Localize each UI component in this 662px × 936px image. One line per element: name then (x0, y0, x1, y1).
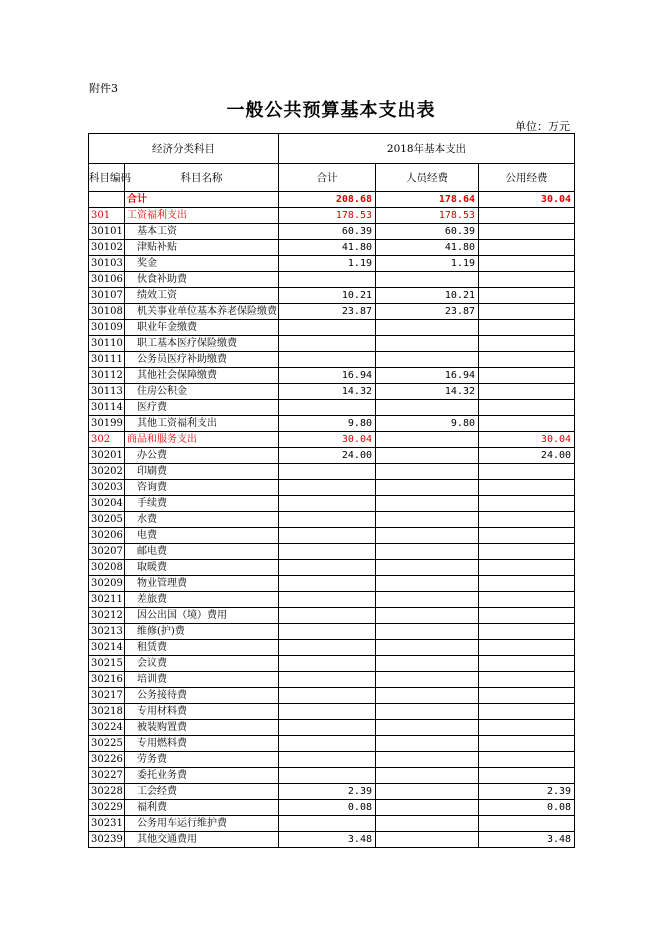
row-public (479, 416, 575, 432)
table-row (89, 800, 575, 816)
row-public (479, 240, 575, 256)
row-personnel (376, 432, 479, 448)
table-row (89, 480, 575, 496)
row-code: 30226 (89, 752, 125, 768)
row-personnel (376, 768, 479, 784)
row-name: 机关事业单位基本养老保险缴费 (125, 304, 279, 320)
header-total: 合计 (279, 164, 376, 192)
row-personnel (376, 336, 479, 352)
row-total: 30.04 (279, 432, 376, 448)
row-personnel (376, 752, 479, 768)
table-row (89, 448, 575, 464)
row-total (279, 672, 376, 688)
table-row (89, 400, 575, 416)
row-personnel (376, 576, 479, 592)
row-public (479, 512, 575, 528)
row-public: 2.39 (479, 784, 575, 800)
header-code: 科目编码 (89, 164, 125, 192)
table-row (89, 784, 575, 800)
row-name: 取暖费 (125, 560, 279, 576)
table-row (89, 528, 575, 544)
row-code: 30207 (89, 544, 125, 560)
row-total (279, 592, 376, 608)
row-total (279, 720, 376, 736)
row-code: 30108 (89, 304, 125, 320)
table-row (89, 720, 575, 736)
row-personnel (376, 736, 479, 752)
row-public (479, 672, 575, 688)
row-personnel: 9.80 (376, 416, 479, 432)
row-public (479, 816, 575, 832)
row-public (479, 304, 575, 320)
row-name: 公务用车运行维护费 (125, 816, 279, 832)
row-total (279, 352, 376, 368)
row-personnel (376, 272, 479, 288)
row-code: 30106 (89, 272, 125, 288)
table-row (89, 256, 575, 272)
row-public (479, 608, 575, 624)
row-name: 合计 (125, 192, 279, 208)
row-name: 水费 (125, 512, 279, 528)
unit-label: 单位：万元 (515, 120, 570, 133)
row-name: 手续费 (125, 496, 279, 512)
row-public (479, 208, 575, 224)
header-name: 科目名称 (125, 164, 279, 192)
row-public (479, 752, 575, 768)
row-code: 30208 (89, 560, 125, 576)
table-row (89, 704, 575, 720)
row-personnel (376, 656, 479, 672)
table-row (89, 368, 575, 384)
row-name: 专用材料费 (125, 704, 279, 720)
table-row (89, 656, 575, 672)
row-code: 30214 (89, 640, 125, 656)
row-public (479, 288, 575, 304)
row-name: 公务接待费 (125, 688, 279, 704)
table-row (89, 208, 575, 224)
row-name: 委托业务费 (125, 768, 279, 784)
row-public: 24.00 (479, 448, 575, 464)
row-public (479, 704, 575, 720)
row-code: 30113 (89, 384, 125, 400)
row-public (479, 224, 575, 240)
row-code: 30111 (89, 352, 125, 368)
row-public: 30.04 (479, 192, 575, 208)
row-total (279, 656, 376, 672)
row-total: 1.19 (279, 256, 376, 272)
row-personnel (376, 784, 479, 800)
header-public: 公用经费 (479, 164, 575, 192)
row-public (479, 576, 575, 592)
row-name: 其他交通费用 (125, 832, 279, 848)
table-row (89, 768, 575, 784)
row-total (279, 272, 376, 288)
table-row (89, 432, 575, 448)
row-personnel: 178.64 (376, 192, 479, 208)
row-public: 30.04 (479, 432, 575, 448)
row-public (479, 464, 575, 480)
table-row (89, 672, 575, 688)
row-name: 福利费 (125, 800, 279, 816)
row-code: 30103 (89, 256, 125, 272)
row-total (279, 496, 376, 512)
row-personnel (376, 400, 479, 416)
row-total (279, 752, 376, 768)
table-row (89, 464, 575, 480)
row-total (279, 640, 376, 656)
row-public (479, 528, 575, 544)
row-name: 奖金 (125, 256, 279, 272)
row-code: 30101 (89, 224, 125, 240)
table-row (89, 608, 575, 624)
row-total: 60.39 (279, 224, 376, 240)
row-name: 专用燃料费 (125, 736, 279, 752)
row-public (479, 400, 575, 416)
row-total (279, 560, 376, 576)
row-total (279, 320, 376, 336)
table-row (89, 240, 575, 256)
row-name: 因公出国（境）费用 (125, 608, 279, 624)
table-row (89, 272, 575, 288)
table-row (89, 560, 575, 576)
row-personnel (376, 320, 479, 336)
row-code: 30199 (89, 416, 125, 432)
row-code: 30218 (89, 704, 125, 720)
row-public (479, 640, 575, 656)
row-name: 被装购置费 (125, 720, 279, 736)
row-personnel (376, 448, 479, 464)
row-total (279, 512, 376, 528)
row-total: 9.80 (279, 416, 376, 432)
table-row (89, 320, 575, 336)
row-total (279, 464, 376, 480)
row-code: 30217 (89, 688, 125, 704)
row-personnel: 60.39 (376, 224, 479, 240)
row-public (479, 736, 575, 752)
row-code: 302 (89, 432, 125, 448)
header-economic-category: 经济分类科目 (89, 134, 279, 164)
table-row (89, 288, 575, 304)
row-personnel: 178.53 (376, 208, 479, 224)
row-public (479, 768, 575, 784)
row-public (479, 720, 575, 736)
table-row (89, 304, 575, 320)
row-code: 30204 (89, 496, 125, 512)
row-code: 30228 (89, 784, 125, 800)
table-row (89, 224, 575, 240)
row-personnel (376, 720, 479, 736)
row-total (279, 768, 376, 784)
row-total (279, 576, 376, 592)
table-row (89, 416, 575, 432)
table-row (89, 688, 575, 704)
table-row (89, 496, 575, 512)
row-code: 30203 (89, 480, 125, 496)
row-public (479, 320, 575, 336)
row-personnel (376, 464, 479, 480)
table-row (89, 192, 575, 208)
row-personnel (376, 592, 479, 608)
row-name: 咨询费 (125, 480, 279, 496)
row-public (479, 352, 575, 368)
row-public (479, 544, 575, 560)
row-total (279, 544, 376, 560)
row-public (479, 272, 575, 288)
row-code: 30227 (89, 768, 125, 784)
row-personnel (376, 608, 479, 624)
row-name: 工会经费 (125, 784, 279, 800)
row-public (479, 624, 575, 640)
table-row (89, 544, 575, 560)
row-name: 维修(护)费 (125, 624, 279, 640)
row-public (479, 688, 575, 704)
row-code: 30107 (89, 288, 125, 304)
row-personnel (376, 528, 479, 544)
row-name: 商品和服务支出 (125, 432, 279, 448)
row-total: 208.68 (279, 192, 376, 208)
row-total (279, 336, 376, 352)
row-code: 30211 (89, 592, 125, 608)
row-name: 物业管理费 (125, 576, 279, 592)
row-personnel: 16.94 (376, 368, 479, 384)
row-public (479, 656, 575, 672)
row-personnel: 23.87 (376, 304, 479, 320)
table-row (89, 624, 575, 640)
table-row (89, 352, 575, 368)
row-name: 租赁费 (125, 640, 279, 656)
row-name: 培训费 (125, 672, 279, 688)
row-name: 差旅费 (125, 592, 279, 608)
row-code: 30112 (89, 368, 125, 384)
row-code: 301 (89, 208, 125, 224)
row-personnel (376, 512, 479, 528)
row-code: 30224 (89, 720, 125, 736)
row-public (479, 368, 575, 384)
row-total (279, 608, 376, 624)
row-personnel: 14.32 (376, 384, 479, 400)
header-basic-expenditure: 2018年基本支出 (279, 134, 575, 164)
row-code: 30212 (89, 608, 125, 624)
row-total (279, 704, 376, 720)
budget-table (88, 133, 575, 848)
row-total (279, 528, 376, 544)
row-name: 津贴补贴 (125, 240, 279, 256)
row-personnel (376, 480, 479, 496)
row-name: 职工基本医疗保险缴费 (125, 336, 279, 352)
row-name: 邮电费 (125, 544, 279, 560)
row-total: 41.80 (279, 240, 376, 256)
row-total (279, 816, 376, 832)
row-code: 30216 (89, 672, 125, 688)
table-row (89, 816, 575, 832)
row-personnel (376, 800, 479, 816)
table-row (89, 384, 575, 400)
row-code: 30229 (89, 800, 125, 816)
row-total (279, 688, 376, 704)
table-row (89, 592, 575, 608)
table-row (89, 336, 575, 352)
table-row (89, 576, 575, 592)
row-public (479, 336, 575, 352)
row-name: 绩效工资 (125, 288, 279, 304)
row-name: 会议费 (125, 656, 279, 672)
row-code: 30231 (89, 816, 125, 832)
row-code: 30202 (89, 464, 125, 480)
table-row (89, 512, 575, 528)
row-personnel (376, 688, 479, 704)
row-public (479, 384, 575, 400)
row-code: 30209 (89, 576, 125, 592)
table-row (89, 640, 575, 656)
row-total (279, 400, 376, 416)
row-code: 30114 (89, 400, 125, 416)
row-name: 其他工资福利支出 (125, 416, 279, 432)
row-total: 3.48 (279, 832, 376, 848)
table-row (89, 736, 575, 752)
row-name: 办公费 (125, 448, 279, 464)
row-code: 30201 (89, 448, 125, 464)
row-code: 30206 (89, 528, 125, 544)
row-name: 医疗费 (125, 400, 279, 416)
row-total: 14.32 (279, 384, 376, 400)
row-personnel (376, 624, 479, 640)
row-total (279, 624, 376, 640)
row-personnel (376, 832, 479, 848)
row-total: 0.08 (279, 800, 376, 816)
row-code (89, 192, 125, 208)
row-personnel: 41.80 (376, 240, 479, 256)
row-name: 基本工资 (125, 224, 279, 240)
table-row (89, 832, 575, 848)
row-code: 30215 (89, 656, 125, 672)
row-public: 0.08 (479, 800, 575, 816)
row-code: 30102 (89, 240, 125, 256)
row-personnel: 10.21 (376, 288, 479, 304)
row-public (479, 496, 575, 512)
row-personnel (376, 560, 479, 576)
row-name: 其他社会保障缴费 (125, 368, 279, 384)
row-personnel: 1.19 (376, 256, 479, 272)
row-personnel (376, 352, 479, 368)
row-name: 劳务费 (125, 752, 279, 768)
table-row (89, 752, 575, 768)
row-personnel (376, 672, 479, 688)
row-total (279, 480, 376, 496)
row-public (479, 560, 575, 576)
row-total: 16.94 (279, 368, 376, 384)
row-public (479, 256, 575, 272)
row-public (479, 592, 575, 608)
row-total (279, 736, 376, 752)
row-personnel (376, 496, 479, 512)
row-code: 30239 (89, 832, 125, 848)
row-name: 公务员医疗补助缴费 (125, 352, 279, 368)
row-personnel (376, 544, 479, 560)
page-title: 一般公共预算基本支出表 (226, 100, 436, 121)
row-code: 30213 (89, 624, 125, 640)
row-public (479, 480, 575, 496)
row-total: 2.39 (279, 784, 376, 800)
row-total: 23.87 (279, 304, 376, 320)
row-personnel (376, 640, 479, 656)
table-body (89, 192, 575, 848)
row-total: 178.53 (279, 208, 376, 224)
row-name: 住房公积金 (125, 384, 279, 400)
row-code: 30225 (89, 736, 125, 752)
row-code: 30109 (89, 320, 125, 336)
row-name: 印刷费 (125, 464, 279, 480)
row-name: 职业年金缴费 (125, 320, 279, 336)
row-personnel (376, 816, 479, 832)
row-code: 30205 (89, 512, 125, 528)
header-personnel: 人员经费 (376, 164, 479, 192)
row-name: 电费 (125, 528, 279, 544)
row-code: 30110 (89, 336, 125, 352)
row-public: 3.48 (479, 832, 575, 848)
attachment-label: 附件3 (89, 82, 118, 95)
row-name: 伙食补助费 (125, 272, 279, 288)
row-total: 24.00 (279, 448, 376, 464)
row-name: 工资福利支出 (125, 208, 279, 224)
row-personnel (376, 704, 479, 720)
row-total: 10.21 (279, 288, 376, 304)
